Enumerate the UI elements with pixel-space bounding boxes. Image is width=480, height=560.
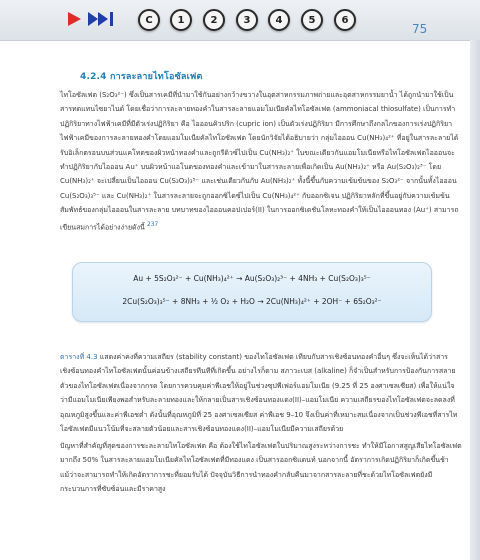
chapter-button-1[interactable]: 1 [170, 9, 192, 31]
paragraph-intro-text: ไทโอซัลเฟต (S₂O₃²⁻) ซึ่งเป็นสารเคมีที่นำมาใช้กันอย่างกว้างขวางในอุตสาหกรรมภาพถ่ายและอุตสาหกรรมยาน้ำ ได้ถูกนำมาใช้เป็นสารทดแทนไซยาไนด์ โดยเชื่อว่าการละลายทองคำในสารละลายแอมโมเนียคัลไทโอซัลเฟต (ammoniacal thiosulfate) เป็นการทำปฏิกิริยาทางไฟฟ้าเคมีที่มีตัวเร่งปฏิกิริยา คือ ไอออนคิวปริก (cupric ion) เป็นตัวเร่งปฏิกิริยา มีการศึกษาถึงกลไกของการเร่งปฏิกิริยาไฟฟ้าเคมีของการละลายทองคำโดยแอมโมเนียคัลไทโอซัลเฟต โดยนักวิจัยได้อธิบายว่า กลุ่มไอออน Cu(NH₃)₄²⁺ ที่อยู่ในสารละลายได้รับอิเล็กตรอนบนส่วนแคโทดของผิวหน้าทองคำและถูกรีดิวซ์ไปเป็น Cu(NH₃)₂⁺ ในขณะเดียวกันแอมโมเนียหรือไทโอซัลเฟตไอออนจะทำปฏิกิริยากับไอออน Au⁺ บนผิวหน้าแอโนดของทองคำและเข้ามาในสารละลายเพื่อเกิดเป็น Au(NH₃)₂⁺ หรือ Au(S₂O₃)₂³⁻ โดย Cu(NH₃)₂⁺ จะเปลี่ยนเป็นไอออน Cu(S₂O₃)₃⁵⁻ และเช่นเดียวกันกับ Au(NH₃)₂⁺ ทั้งนี้ขึ้นกับความเข้มข้นของ S₂O₃²⁻ จากนั้นทั้งไอออน Cu(S₂O₃)₃⁵⁻ และ Cu(NH₃)₂⁺ ในสารละลายจะถูกออกซิไดซ์ไปเป็น Cu(NH₃)₄²⁺ กับออกซิเจน ปฏิกิริยาหลักที่ขึ้นอยู่กับความเข้มข้นสัมพัทธ์ของกลุ่มไอออนในสารละลาย บทบาทของไอออนคอปเปอร์(II) ในการออกซิเดชันโลหะทองคำให้เป็นไอออนทอง (Au⁺) สามารถเขียนสมการได้อย่างง่ายดังนี้ [60, 91, 459, 231]
paragraph-stability [60, 350, 462, 436]
chapter-button-5[interactable]: 5 [301, 9, 323, 31]
paragraph-stability-text: แสดงค่าคงที่ความเสถียร (stability constant) ของไทโอซัลเฟต เทียบกับสารเชิงซ้อนทองคำอื่นๆ ซึ่งจะเห็นได้ว่าสารเชิงซ้อนทองคำไทโอซัลเฟตนั้นค่อนข้างเสถียรทีนทีที่เกิดขึ้น อย่างไรก็ตาม สภาวะเบส (alkaline) ก็จำเป็นสำหรับการป้องกันการสลายตัวของไทโอซัลเฟตเนื่องจากกรด โดยการควบคุมค่าพีเอชให้อยู่ในช่วงซุปพีเฟอร์แอมโมเนีย (9.25 ที่ 25 องศาเซลเซียส) เพื่อให้แน่ใจว่ามีแอมโมเนียเพียงพอสำหรับละลายทองและให้กลายเป็นสารเชิงซ้อนทองแดง(II)–แอมโมเนีย ความเสถียรของไทโอซัลเฟตจะลดลงที่อุณหภูมิสูงขึ้นและค่าพีเอชต่ำ ดังนั้นที่อุณหภูมิที่ 25 องศาเซลเซียส ค่าพีเอช 9–10 จึงเป็นค่าที่เหมาะสมเนื่องจากเป็นช่วงพีเอชที่สารไทโอซัลเฟตมีแนวโน้มที่จะสลายตัวน้อยและสารเชิงซ้อนทองแดง(II)–แอมโมเนียมีความเสถียรด้วย [60, 353, 458, 434]
page-number: 75 [412, 22, 428, 36]
equation-box [72, 262, 432, 322]
citation-ref: 237 [147, 221, 159, 228]
play-icon[interactable] [68, 12, 81, 26]
chapter-button-4[interactable]: 4 [268, 9, 290, 31]
table-reference-link[interactable]: ตารางที่ 4.3 [60, 353, 98, 361]
equation-2: 2Cu(S₂O₃)₃⁵⁻ + 8NH₃ + ½ O₂ + H₂O → 2Cu(NH₃)₄²⁺ + 2OH⁻ + 6S₂O₃²⁻ [122, 297, 382, 306]
equation-1: Au + 5S₂O₃²⁻ + Cu(NH₃)₄²⁺ → Au(S₂O₃)₂³⁻ + 4NH₃ + Cu(S₂O₃)₃⁵⁻ [133, 274, 371, 283]
paragraph-intro [60, 88, 462, 234]
paragraph-problems: ปัญหาที่สำคัญที่สุดของการชะละลายไทโอซัลเฟต คือ ต้องใช้ไทโอซัลเฟตในปริมาณสูงระหว่างการชะ ทำให้มีโอกาสสูญเสียไทโอซัลเฟตมากถึง 50% ในสารละลายแอมโมเนียคัลไทโอซัลเฟตที่มีทองแดง เป็นสารออกซิแดนท์ นอกจากนี้ อัตราการเกิดปฏิกิริยาก็เกิดขึ้นช้า แม้ว่าจะสามารถทำให้เกิดอัตราการชะที่ยอมรับได้ ปัจจุบันวิธีการนำทองคำกลับคืนมาจากสารละลายที่ชะด้วยไทโอซัลเฟตยังมีกระบวนการที่ซับซ้อนและมีราคาสูง [60, 442, 462, 494]
chapter-button-3[interactable]: 3 [236, 9, 258, 31]
chapter-button-2[interactable]: 2 [203, 9, 225, 31]
chapter-button-c[interactable]: C [138, 9, 160, 31]
fast-forward-icon[interactable] [88, 12, 116, 26]
top-navigation-bar [0, 0, 480, 41]
right-edge-decoration [470, 40, 480, 560]
section-title: 4.2.4 การละลายไทโอซัลเฟต [80, 72, 203, 82]
chapter-button-6[interactable]: 6 [334, 9, 356, 31]
